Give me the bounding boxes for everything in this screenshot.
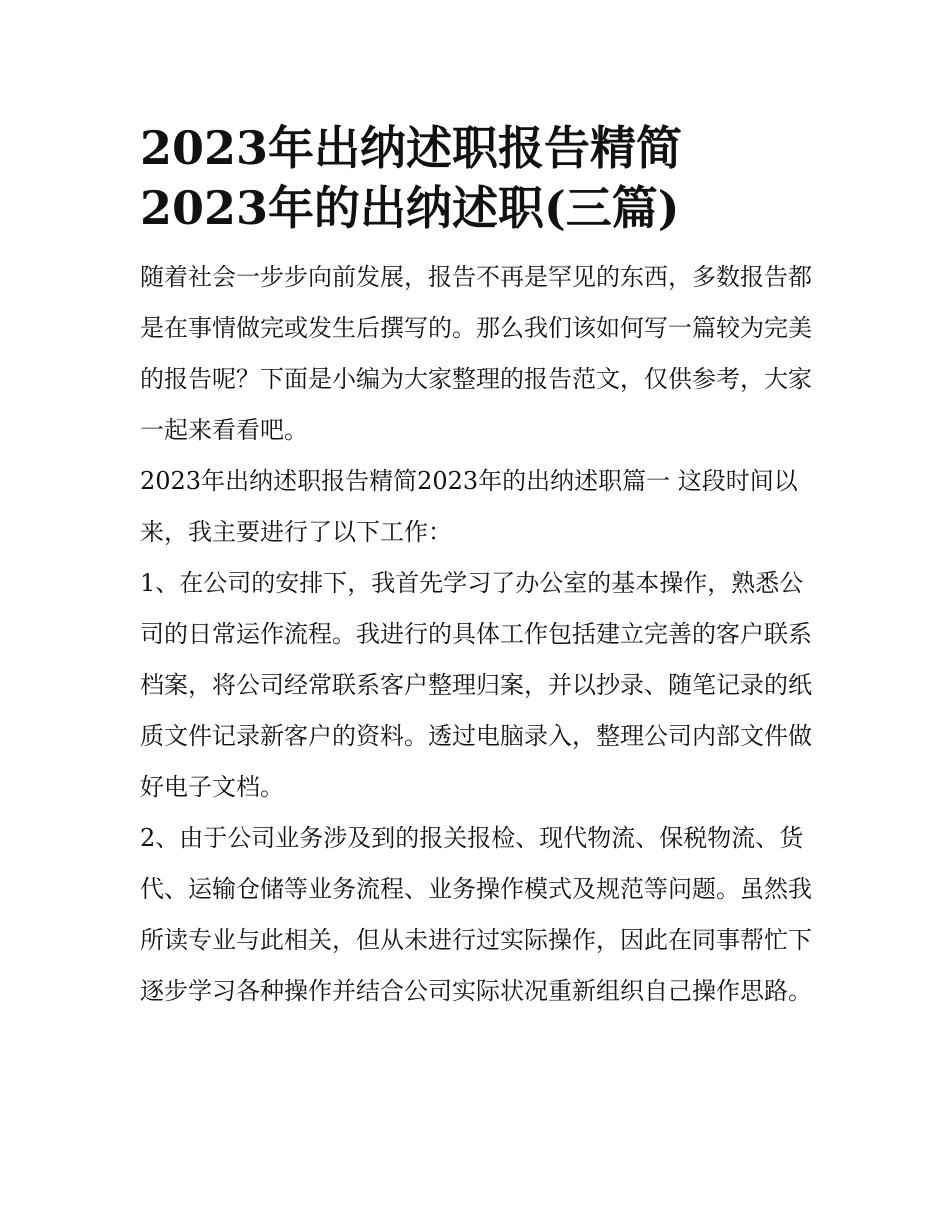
work-item-2-paragraph: 2、由于公司业务涉及到的报关报检、现代物流、保税物流、货代、运输仓储等业务流程、业务操作模式及规范等问题。虽然我所读专业与此相关，但从未进行过实际操作，因此在同事帮忙下逐步学习各种操作并结合公司实际状况重新组织自己操作思路。 xyxy=(140,824,812,1005)
work-item-1-paragraph: 1、在公司的安排下，我首先学习了办公室的基本操作，熟悉公司的日常运作流程。我进行的具体工作包括建立完善的客户联系档案，将公司经常联系客户整理归案，并以抄录、随笔记录的纸质文件记录新客户的资料。透过电脑录入，整理公司内部文件做好电子文档。 xyxy=(140,569,812,801)
document-body xyxy=(140,118,814,1017)
section-one-intro-paragraph: 2023年出纳述职报告精简2023年的出纳述职篇一 这段时间以来，我主要进行了以下工作： xyxy=(140,467,798,546)
document-title xyxy=(140,118,814,238)
title-line-1: 2023年出纳述职报告精简 xyxy=(140,121,683,175)
intro-paragraph: 随着社会一步步向前发展，报告不再是罕见的东西，多数报告都是在事情做完或发生后撰写的。那么我们该如何写一篇较为完美的报告呢？下面是小编为大家整理的报告范文，仅供参考，大家一起来看看吧。 xyxy=(140,263,812,444)
title-line-2: 2023年的出纳述职(三篇) xyxy=(140,181,680,235)
